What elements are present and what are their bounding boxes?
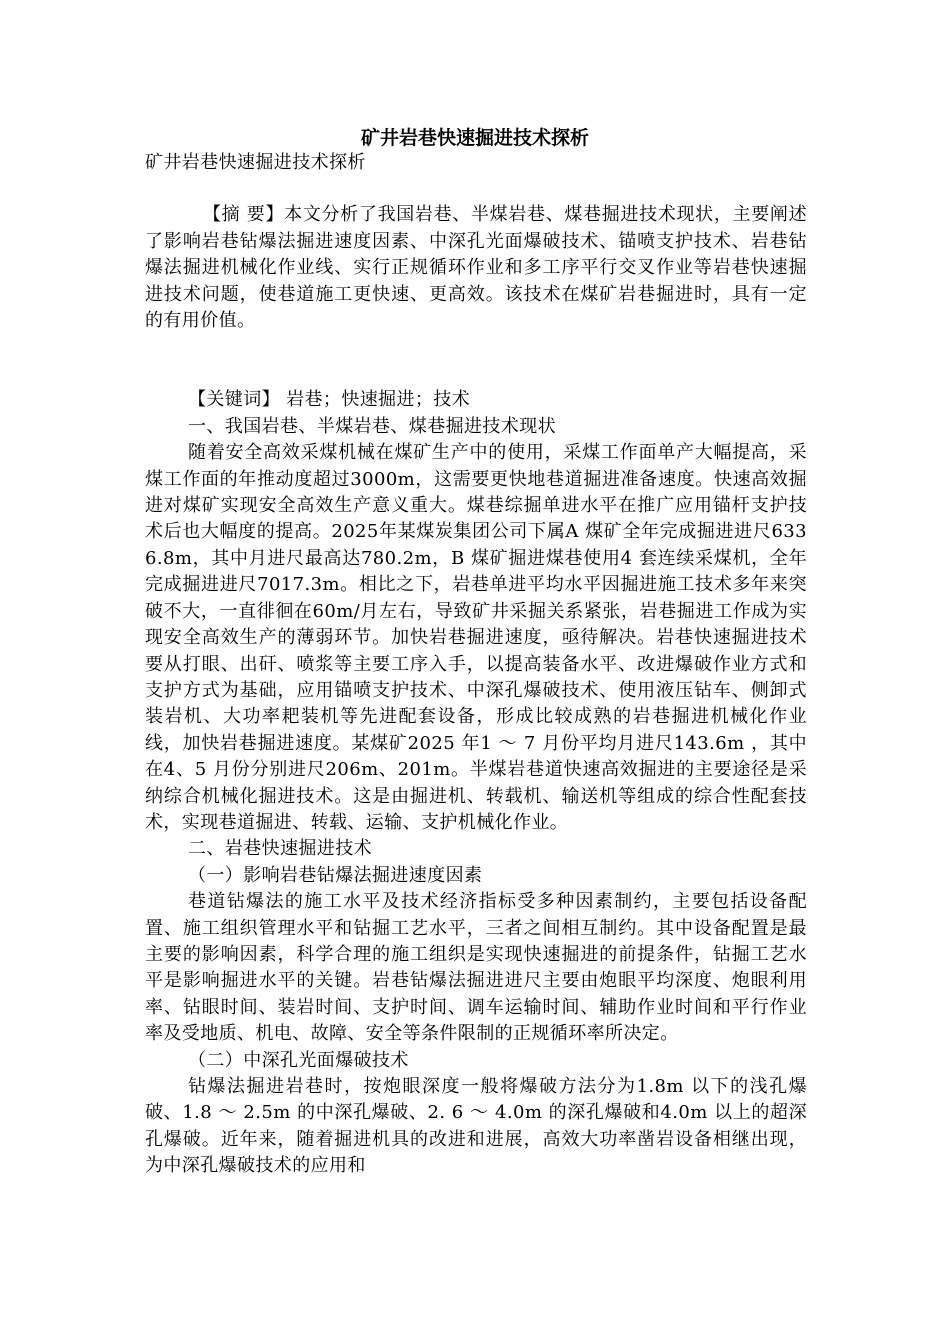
section-2-1-paragraph: 巷道钻爆法的施工水平及技术经济指标受多种因素制约，主要包括设备配置、施工组织管理水平和钻掘工艺水平，三者之间相互制约。其中设备配置是最主要的影响因素，科学合理的施工组织是实现快速掘进的前提条件，钻掘工艺水平是影响掘进水平的关键。岩巷钻爆法掘进进尺主要由炮眼平均深度、炮眼利用率、钻眼时间、装岩时间、支护时间、调车运输时间、辅助作业时间和平行作业率及受地质、机电、故障、安全等条件限制的正规循环率所决定。	[145, 891, 807, 1045]
section-2-2-heading: （二）中深孔光面爆破技术	[188, 1049, 409, 1071]
section-1-heading: 一、我国岩巷、半煤岩巷、煤巷掘进技术现状	[188, 415, 556, 437]
section-2-1-heading: （一）影响岩巷钻爆法掘进速度因素	[188, 864, 483, 886]
section-2-heading: 二、岩巷快速掘进技术	[188, 838, 372, 860]
abstract-paragraph: 【摘 要】本文分析了我国岩巷、半煤岩巷、煤巷掘进技术现状，主要阐述了影响岩巷钻爆法掘进速度因素、中深孔光面爆破技术、锚喷支护技术、岩巷钻爆法掘进机械化作业线、实行正规循环作业和多工序平行交叉作业等岩巷快速掘进技术问题，使巷道施工更快速、更高效。该技术在煤矿岩巷掘进时，具有一定的有用价值。	[145, 204, 807, 332]
section-1-paragraph: 随着安全高效采煤机械在煤矿生产中的使用，采煤工作面单产大幅提高，采煤工作面的年推动度超过3000m，这需要更快地巷道掘进准备速度。快速高效掘进对煤矿实现安全高效生产意义重大。煤巷综掘单进水平在推广应用锚杆支护技术后也大幅度的提高。2025年某煤炭集团公司下属A 煤矿全年完成掘进进尺6336.8m，其中月进尺最高达780.2m，B 煤矿掘进煤巷使用4 套连续采煤机，全年完成掘进进尺7017.3m。相比之下，岩巷单进平均水平因掘进施工技术多年来突破不大，一直徘徊在60m/月左右，导致矿井采掘关系紧张，岩巷掘进工作成为实现安全高效生产的薄弱环节。加快岩巷掘进速度，亟待解决。岩巷快速掘进技术要从打眼、出矸、喷浆等主要工序入手，以提高装备水平、改进爆破作业方式和支护方式为基础，应用锚喷支护技术、中深孔爆破技术、使用液压钻车、侧卸式装岩机、大功率耙装机等先进配套设备，形成比较成熟的岩巷掘进机械化作业线，加快岩巷掘进速度。某煤矿2025 年1 ～ 7 月份平均月进尺143.6m ，其中在4、5 月份分别进尺206m、201m。半煤岩巷道快速高效掘进的主要途径是采纳综合机械化掘进技术。这是由掘进机、转载机、输送机等组成的综合性配套技术，实现巷道掘进、转载、运输、支护机械化作业。	[145, 442, 807, 833]
document-subtitle: 矿井岩巷快速掘进技术探析	[145, 152, 366, 173]
section-2-2-paragraph: 钻爆法掘进岩巷时，按炮眼深度一般将爆破方法分为1.8m 以下的浅孔爆破、1.8 ～ 2.5m 的中深孔爆破、2. 6 ～ 4.0m 的深孔爆破和4.0m 以上的超深孔爆破。近年来，随着掘进机具的改进和进展，高效大功率凿岩设备相继出现，为中深孔爆破技术的应用和	[145, 1076, 807, 1177]
document-title: 矿井岩巷快速掘进技术探析	[360, 127, 589, 149]
document-body	[145, 150, 807, 1180]
keywords-line: 【关键词】 岩巷；快速掘进；技术	[188, 389, 471, 411]
